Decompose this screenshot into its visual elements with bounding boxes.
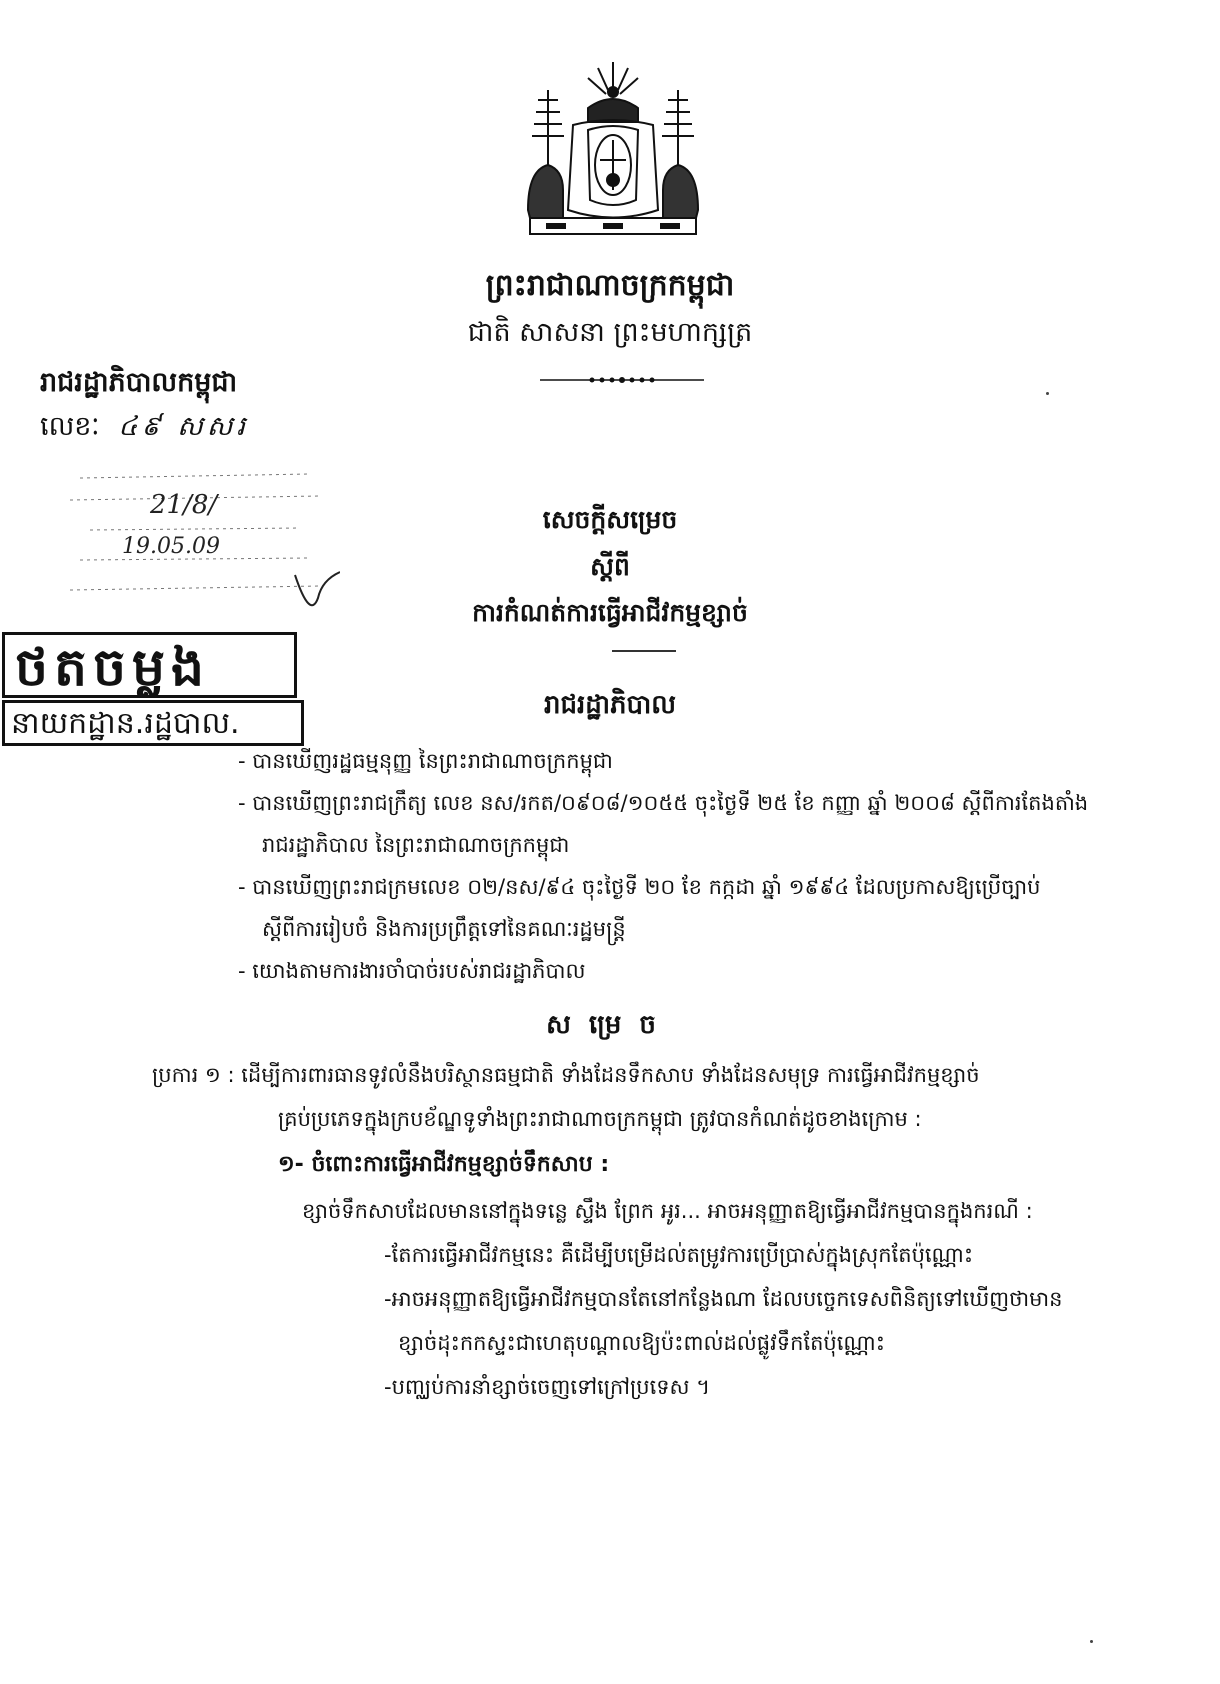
received-date: 21/8/ bbox=[150, 490, 218, 520]
article-1-item: -អាចអនុញ្ញាតឱ្យធ្វើអាជីវកម្មបានតែនៅកន្លែងណា ដែលបច្ចេកទេសពិនិត្យទៅឃើញថាមាន bbox=[384, 1287, 1063, 1311]
decision-title: សេចក្តីសម្រេច bbox=[542, 505, 678, 534]
preamble-item: - បានឃើញព្រះរាជក្រឹត្យ លេខ នស/រកត/០៩០៨/១០៥៥ ចុះថ្ងៃទី ២៥ ខែ កញ្ញា ឆ្នាំ ២០០៨ ស្តីពីការតែងតាំង bbox=[238, 791, 1089, 815]
national-motto: ជាតិ សាសនា ព្រះមហាក្សត្រ bbox=[467, 317, 753, 348]
number-value: ៤៩ សសរ bbox=[118, 411, 250, 442]
kingdom-heading: ព្រះរាជាណាចក្រកម្ពុជា bbox=[485, 268, 735, 303]
preamble-item: - យោងតាមការងារចាំបាច់របស់រាជរដ្ឋាភិបាល bbox=[238, 959, 586, 983]
preamble-item-continued: ស្តីពីការរៀបចំ និងការប្រព្រឹត្តទៅនៃគណៈរដ្ឋមន្ត្រី bbox=[262, 917, 626, 941]
copy-stamp: ថតចម្លង bbox=[2, 632, 297, 698]
royal-coat-of-arms-emblem bbox=[518, 60, 708, 240]
preamble-item: - បានឃើញរដ្ឋធម្មនុញ្ញ នៃព្រះរាជាណាចក្រកម្ពុជា bbox=[238, 749, 613, 773]
article-1-intro: ខ្សាច់ទឹកសាបដែលមាននៅក្នុងទន្លេ ស្ទឹង ព្រែក អូរ... អាចអនុញ្ញាតឱ្យធ្វើអាជីវកម្មបានក្នុងករណី : bbox=[302, 1199, 1033, 1223]
article-1-subheading: ១- ចំពោះការធ្វើអាជីវកម្មខ្សាច់ទឹកសាប : bbox=[278, 1152, 610, 1177]
ornament-divider bbox=[540, 374, 704, 386]
department-stamp: នាយកដ្ឋាន.រដ្ឋបាល. bbox=[2, 700, 304, 746]
article-1-line: ប្រការ ១ : ដើម្បីការពារធានទូវលំនឹងបរិស្ថានធម្មជាតិ ទាំងដែនទឹកសាប ទាំងដែនសមុទ្រ ការធ្វើអាជីវកម្មខ្សាច់ bbox=[152, 1063, 980, 1087]
scan-speck bbox=[1090, 1640, 1093, 1643]
article-1-line-continued: គ្រប់ប្រភេទក្នុងក្របខ័ណ្ឌទូទាំងព្រះរាជាណាចក្រកម្ពុជា ត្រូវបានកំណត់ដូចខាងក្រោម : bbox=[278, 1107, 922, 1131]
document-number bbox=[40, 410, 249, 449]
title-separator bbox=[612, 650, 676, 652]
authority-heading: រាជរដ្ឋាភិបាល bbox=[543, 690, 677, 720]
article-1-item: -តែការធ្វើអាជីវកម្មនេះ គឺដើម្បីបម្រើដល់តម្រូវការប្រើប្រាស់ក្នុងស្រុកតែប៉ុណ្ណោះ bbox=[384, 1243, 974, 1267]
issuing-government: រាជរដ្ឋាភិបាលកម្ពុជា bbox=[40, 367, 238, 398]
preamble-item: - បានឃើញព្រះរាជក្រមលេខ ០២/នស/៩៤ ចុះថ្ងៃទី ២០ ខែ កក្កដា ឆ្នាំ ១៩៩៤ ដែលប្រកាសឱ្យប្រើច្បាប់ bbox=[238, 875, 1041, 899]
decision-subject: ការកំណត់ការធ្វើអាជីវកម្មខ្សាច់ bbox=[472, 598, 748, 627]
article-1-item: -បញ្ឈប់ការនាំខ្សាច់ចេញទៅក្រៅប្រទេស ។ bbox=[384, 1375, 711, 1399]
scan-speck bbox=[1046, 392, 1049, 395]
number-label: លេខៈ bbox=[40, 411, 100, 442]
received-time: 19.05.09 bbox=[122, 534, 220, 559]
on-label: ស្តីពី bbox=[590, 552, 630, 581]
article-1-item-continued: ខ្សាច់ដុះកកស្ទះជាហេតុបណ្តាលឱ្យប៉ះពាល់ដល់ផ្លូវទឹកតែប៉ុណ្ណោះ bbox=[398, 1331, 885, 1355]
preamble-item-continued: រាជរដ្ឋាភិបាល នៃព្រះរាជាណាចក្រកម្ពុជា bbox=[262, 833, 570, 857]
decides-heading: សម្រេច bbox=[546, 1010, 674, 1040]
